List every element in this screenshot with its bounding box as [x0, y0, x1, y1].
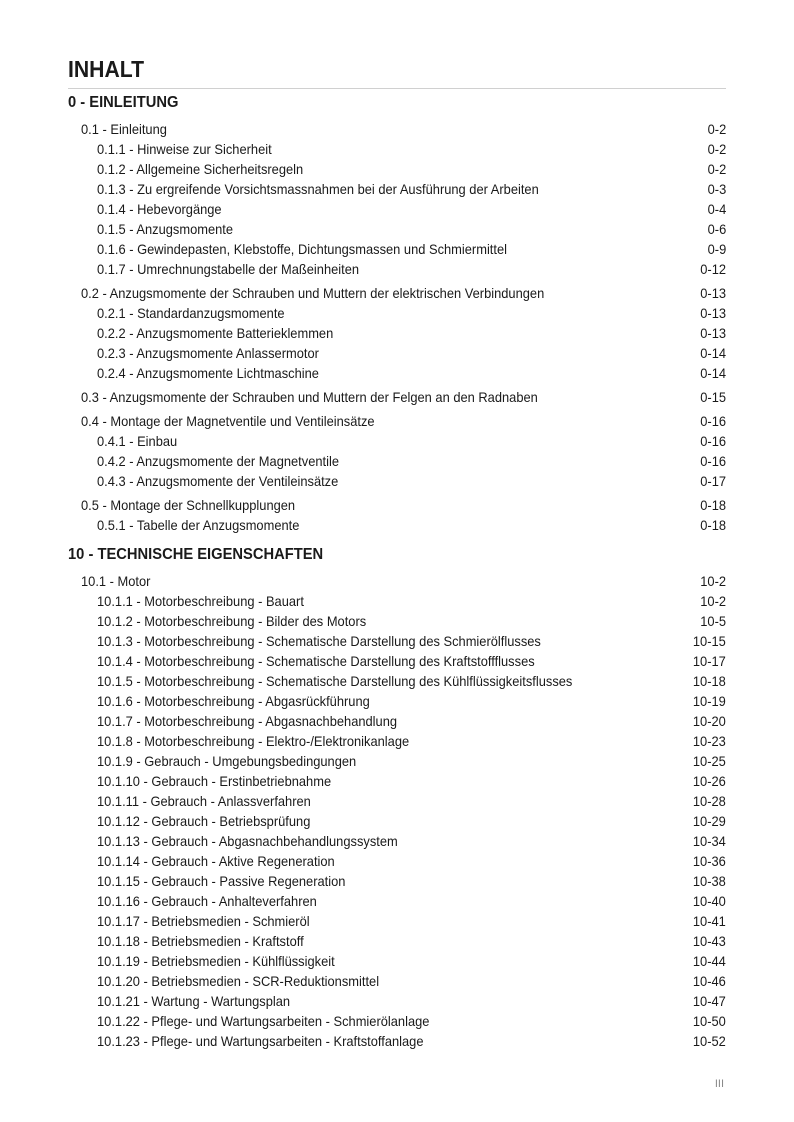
toc-entry-page: 10-29	[693, 813, 726, 829]
toc-entry-label: 10.1.17 - Betriebsmedien - Schmieröl	[97, 913, 310, 929]
toc-subentry[interactable]	[97, 471, 726, 491]
toc-subentry[interactable]	[97, 515, 726, 535]
toc-entry-label: 0.5 - Montage der Schnellkupplungen	[81, 497, 296, 513]
toc-subentry[interactable]	[97, 1031, 726, 1051]
toc-subentry[interactable]	[97, 219, 726, 239]
toc-entry-label: 0.1.7 - Umrechnungstabelle der Maßeinheiten	[97, 261, 360, 277]
toc-entry-label: 0.2.4 - Anzugsmomente Lichtmaschine	[97, 365, 319, 381]
toc-entry-label: 0.1 - Einleitung	[81, 121, 167, 137]
toc-entry-label: 0.5.1 - Tabelle der Anzugsmomente	[97, 517, 300, 533]
toc-entry-page: 10-5	[700, 613, 726, 629]
toc-entry-page: 10-26	[693, 773, 726, 789]
toc-subentry[interactable]	[97, 591, 726, 611]
toc-entry-page: 0-16	[700, 453, 726, 469]
toc-entry-page: 0-2	[707, 161, 726, 177]
toc-entry-label: 0.1.4 - Hebevorgänge	[97, 201, 222, 217]
toc-entry-label: 0.2.2 - Anzugsmomente Batterieklemmen	[97, 325, 334, 341]
toc-subentry[interactable]	[97, 179, 726, 199]
toc-entry-label: 10.1.21 - Wartung - Wartungsplan	[97, 993, 291, 1009]
toc-entry-page: 0-13	[700, 325, 726, 341]
toc-entry-page: 10-28	[693, 793, 726, 809]
toc-entry-page: 0-18	[700, 517, 726, 533]
toc-entry-page: 10-36	[693, 853, 726, 869]
toc-subentry[interactable]	[97, 363, 726, 383]
toc-entry-page: 0-16	[700, 413, 726, 429]
toc-entry-label: 0.4.2 - Anzugsmomente der Magnetventile	[97, 453, 340, 469]
toc-entry-page: 10-40	[693, 893, 726, 909]
toc-entry-label: 0.4 - Montage der Magnetventile und Ventileinsätze	[81, 413, 375, 429]
toc-entry-label: 0.2 - Anzugsmomente der Schrauben und Muttern der elektrischen Verbindungen	[81, 285, 545, 301]
toc-subentry[interactable]	[97, 323, 726, 343]
toc-subentry[interactable]	[97, 931, 726, 951]
toc-entry-label: 10.1.1 - Motorbeschreibung - Bauart	[97, 593, 304, 609]
toc-entry-page: 10-2	[700, 573, 726, 589]
toc-entry-label: 10.1.16 - Gebrauch - Anhalteverfahren	[97, 893, 317, 909]
toc-entry-page: 0-15	[700, 389, 726, 405]
toc-entry-page: 0-12	[700, 261, 726, 277]
toc-entry-page: 0-14	[700, 365, 726, 381]
toc-entry-page: 10-2	[700, 593, 726, 609]
toc-entry-page: 0-4	[707, 201, 726, 217]
toc-entry-page: 0-3	[707, 181, 726, 197]
toc-entry-page: 10-43	[693, 933, 726, 949]
page-number: III	[714, 1078, 724, 1090]
toc-entry-label: 0.1.1 - Hinweise zur Sicherheit	[97, 141, 272, 157]
toc-subentry[interactable]	[97, 751, 726, 771]
toc-subentry[interactable]	[97, 951, 726, 971]
toc-entry-page: 0-17	[700, 473, 726, 489]
toc-entry-label: 0.1.5 - Anzugsmomente	[97, 221, 234, 237]
toc-subentry[interactable]	[97, 431, 726, 451]
toc-entry[interactable]	[81, 495, 726, 515]
toc-entry[interactable]	[81, 411, 726, 431]
page-title: INHALT	[68, 56, 145, 82]
toc-entry-label: 10.1.15 - Gebrauch - Passive Regeneration	[97, 873, 346, 889]
toc-entry-page: 10-46	[693, 973, 726, 989]
toc-subentry[interactable]	[97, 159, 726, 179]
toc-entry-page: 0-2	[707, 121, 726, 137]
toc-entry-page: 10-19	[693, 693, 726, 709]
title-divider	[68, 88, 726, 89]
toc-entry-label: 10.1.23 - Pflege- und Wartungsarbeiten - Kraftstoffanlage	[97, 1033, 424, 1049]
toc-entry-page: 10-20	[693, 713, 726, 729]
toc-subentry[interactable]	[97, 259, 726, 279]
toc-subentry[interactable]	[97, 971, 726, 991]
toc-entry-page: 0-13	[700, 305, 726, 321]
toc-subentry[interactable]	[97, 451, 726, 471]
toc-subentry[interactable]	[97, 139, 726, 159]
toc-entry-page: 10-50	[693, 1013, 726, 1029]
toc-entry-label: 10.1.2 - Motorbeschreibung - Bilder des Motors	[97, 613, 367, 629]
toc-subentry[interactable]	[97, 871, 726, 891]
toc-entry-label: 10.1.22 - Pflege- und Wartungsarbeiten - Schmierölanlage	[97, 1013, 430, 1029]
toc-entry-page: 0-6	[707, 221, 726, 237]
toc-subentry[interactable]	[97, 1011, 726, 1031]
section-title: 10 - TECHNISCHE EIGENSCHAFTEN	[68, 546, 324, 563]
toc-entry-label: 10.1.18 - Betriebsmedien - Kraftstoff	[97, 933, 304, 949]
toc-subentry[interactable]	[97, 199, 726, 219]
toc-subentry[interactable]	[97, 611, 726, 631]
toc-subentry[interactable]	[97, 671, 726, 691]
toc-subentry[interactable]	[97, 831, 726, 851]
toc-entry-page: 10-18	[693, 673, 726, 689]
toc-subentry[interactable]	[97, 711, 726, 731]
toc-entry-page: 10-41	[693, 913, 726, 929]
toc-entry-label: 10.1.4 - Motorbeschreibung - Schematische Darstellung des Kraftstoffflusses	[97, 653, 535, 669]
toc-entry-label: 10.1.14 - Gebrauch - Aktive Regeneration	[97, 853, 335, 869]
toc-entry-page: 10-44	[693, 953, 726, 969]
toc-entry-label: 10.1.20 - Betriebsmedien - SCR-Reduktionsmittel	[97, 973, 380, 989]
toc-subentry[interactable]	[97, 791, 726, 811]
toc-subentry[interactable]	[97, 631, 726, 651]
toc-entry[interactable]	[81, 387, 726, 407]
toc-entry-label: 10.1.8 - Motorbeschreibung - Elektro-/Elektronikanlage	[97, 733, 410, 749]
toc-entry-page: 10-17	[693, 653, 726, 669]
toc-subentry[interactable]	[97, 303, 726, 323]
toc-entry-label: 10.1.12 - Gebrauch - Betriebsprüfung	[97, 813, 311, 829]
toc-entry-label: 10.1.11 - Gebrauch - Anlassverfahren	[97, 793, 311, 809]
toc-subentry[interactable]	[97, 731, 726, 751]
toc-subentry[interactable]	[97, 911, 726, 931]
toc-entry-label: 10.1.7 - Motorbeschreibung - Abgasnachbehandlung	[97, 713, 398, 729]
toc-subentry[interactable]	[97, 991, 726, 1011]
toc-entry-page: 0-2	[707, 141, 726, 157]
toc-entry-label: 10.1.3 - Motorbeschreibung - Schematische Darstellung des Schmierölflusses	[97, 633, 541, 649]
toc-entry-page: 10-47	[693, 993, 726, 1009]
toc-entry-page: 10-38	[693, 873, 726, 889]
toc-subentry[interactable]	[97, 771, 726, 791]
toc-entry-label: 0.2.3 - Anzugsmomente Anlassermotor	[97, 345, 319, 361]
toc-entry-label: 0.3 - Anzugsmomente der Schrauben und Muttern der Felgen an den Radnaben	[81, 389, 538, 405]
toc-entry-page: 10-15	[693, 633, 726, 649]
toc-entry-label: 10.1.19 - Betriebsmedien - Kühlflüssigkeit	[97, 953, 335, 969]
toc-entry-label: 0.4.3 - Anzugsmomente der Ventileinsätze	[97, 473, 339, 489]
toc-subentry[interactable]	[97, 891, 726, 911]
toc-entry[interactable]	[81, 571, 726, 591]
toc-entry-label: 0.1.2 - Allgemeine Sicherheitsregeln	[97, 161, 304, 177]
toc-entry-label: 10.1.9 - Gebrauch - Umgebungsbedingungen	[97, 753, 357, 769]
toc-entry-page: 10-34	[693, 833, 726, 849]
toc-entry[interactable]	[81, 283, 726, 303]
toc-entry-label: 10.1.10 - Gebrauch - Erstinbetriebnahme	[97, 773, 332, 789]
toc-subentry[interactable]	[97, 811, 726, 831]
toc-entry-page: 0-9	[707, 241, 726, 257]
toc-entry-label: 0.2.1 - Standardanzugsmomente	[97, 305, 285, 321]
toc-subentry[interactable]	[97, 239, 726, 259]
toc-subentry[interactable]	[97, 691, 726, 711]
toc-entry-label: 0.1.6 - Gewindepasten, Klebstoffe, Dichtungsmassen und Schmiermittel	[97, 241, 508, 257]
toc-entry[interactable]	[81, 119, 726, 139]
toc-subentry[interactable]	[97, 851, 726, 871]
toc-entry-page: 10-52	[693, 1033, 726, 1049]
toc-entry-page: 10-23	[693, 733, 726, 749]
toc-entry-label: 0.1.3 - Zu ergreifende Vorsichtsmassnahmen bei der Ausführung der Arbeiten	[97, 181, 539, 197]
toc-entry-label: 10.1.5 - Motorbeschreibung - Schematische Darstellung des Kühlflüssigkeitsflusses	[97, 673, 573, 689]
toc-subentry[interactable]	[97, 651, 726, 671]
toc-entry-label: 0.4.1 - Einbau	[97, 433, 178, 449]
toc-entry-page: 0-16	[700, 433, 726, 449]
section-title: 0 - EINLEITUNG	[68, 94, 179, 111]
toc-entry-page: 0-13	[700, 285, 726, 301]
toc-subentry[interactable]	[97, 343, 726, 363]
toc-entry-page: 0-18	[700, 497, 726, 513]
toc-entry-label: 10.1.13 - Gebrauch - Abgasnachbehandlungssystem	[97, 833, 398, 849]
toc-entry-page: 0-14	[700, 345, 726, 361]
toc-entry-label: 10.1.6 - Motorbeschreibung - Abgasrückführung	[97, 693, 370, 709]
toc-entry-label: 10.1 - Motor	[81, 573, 151, 589]
toc-entry-page: 10-25	[693, 753, 726, 769]
